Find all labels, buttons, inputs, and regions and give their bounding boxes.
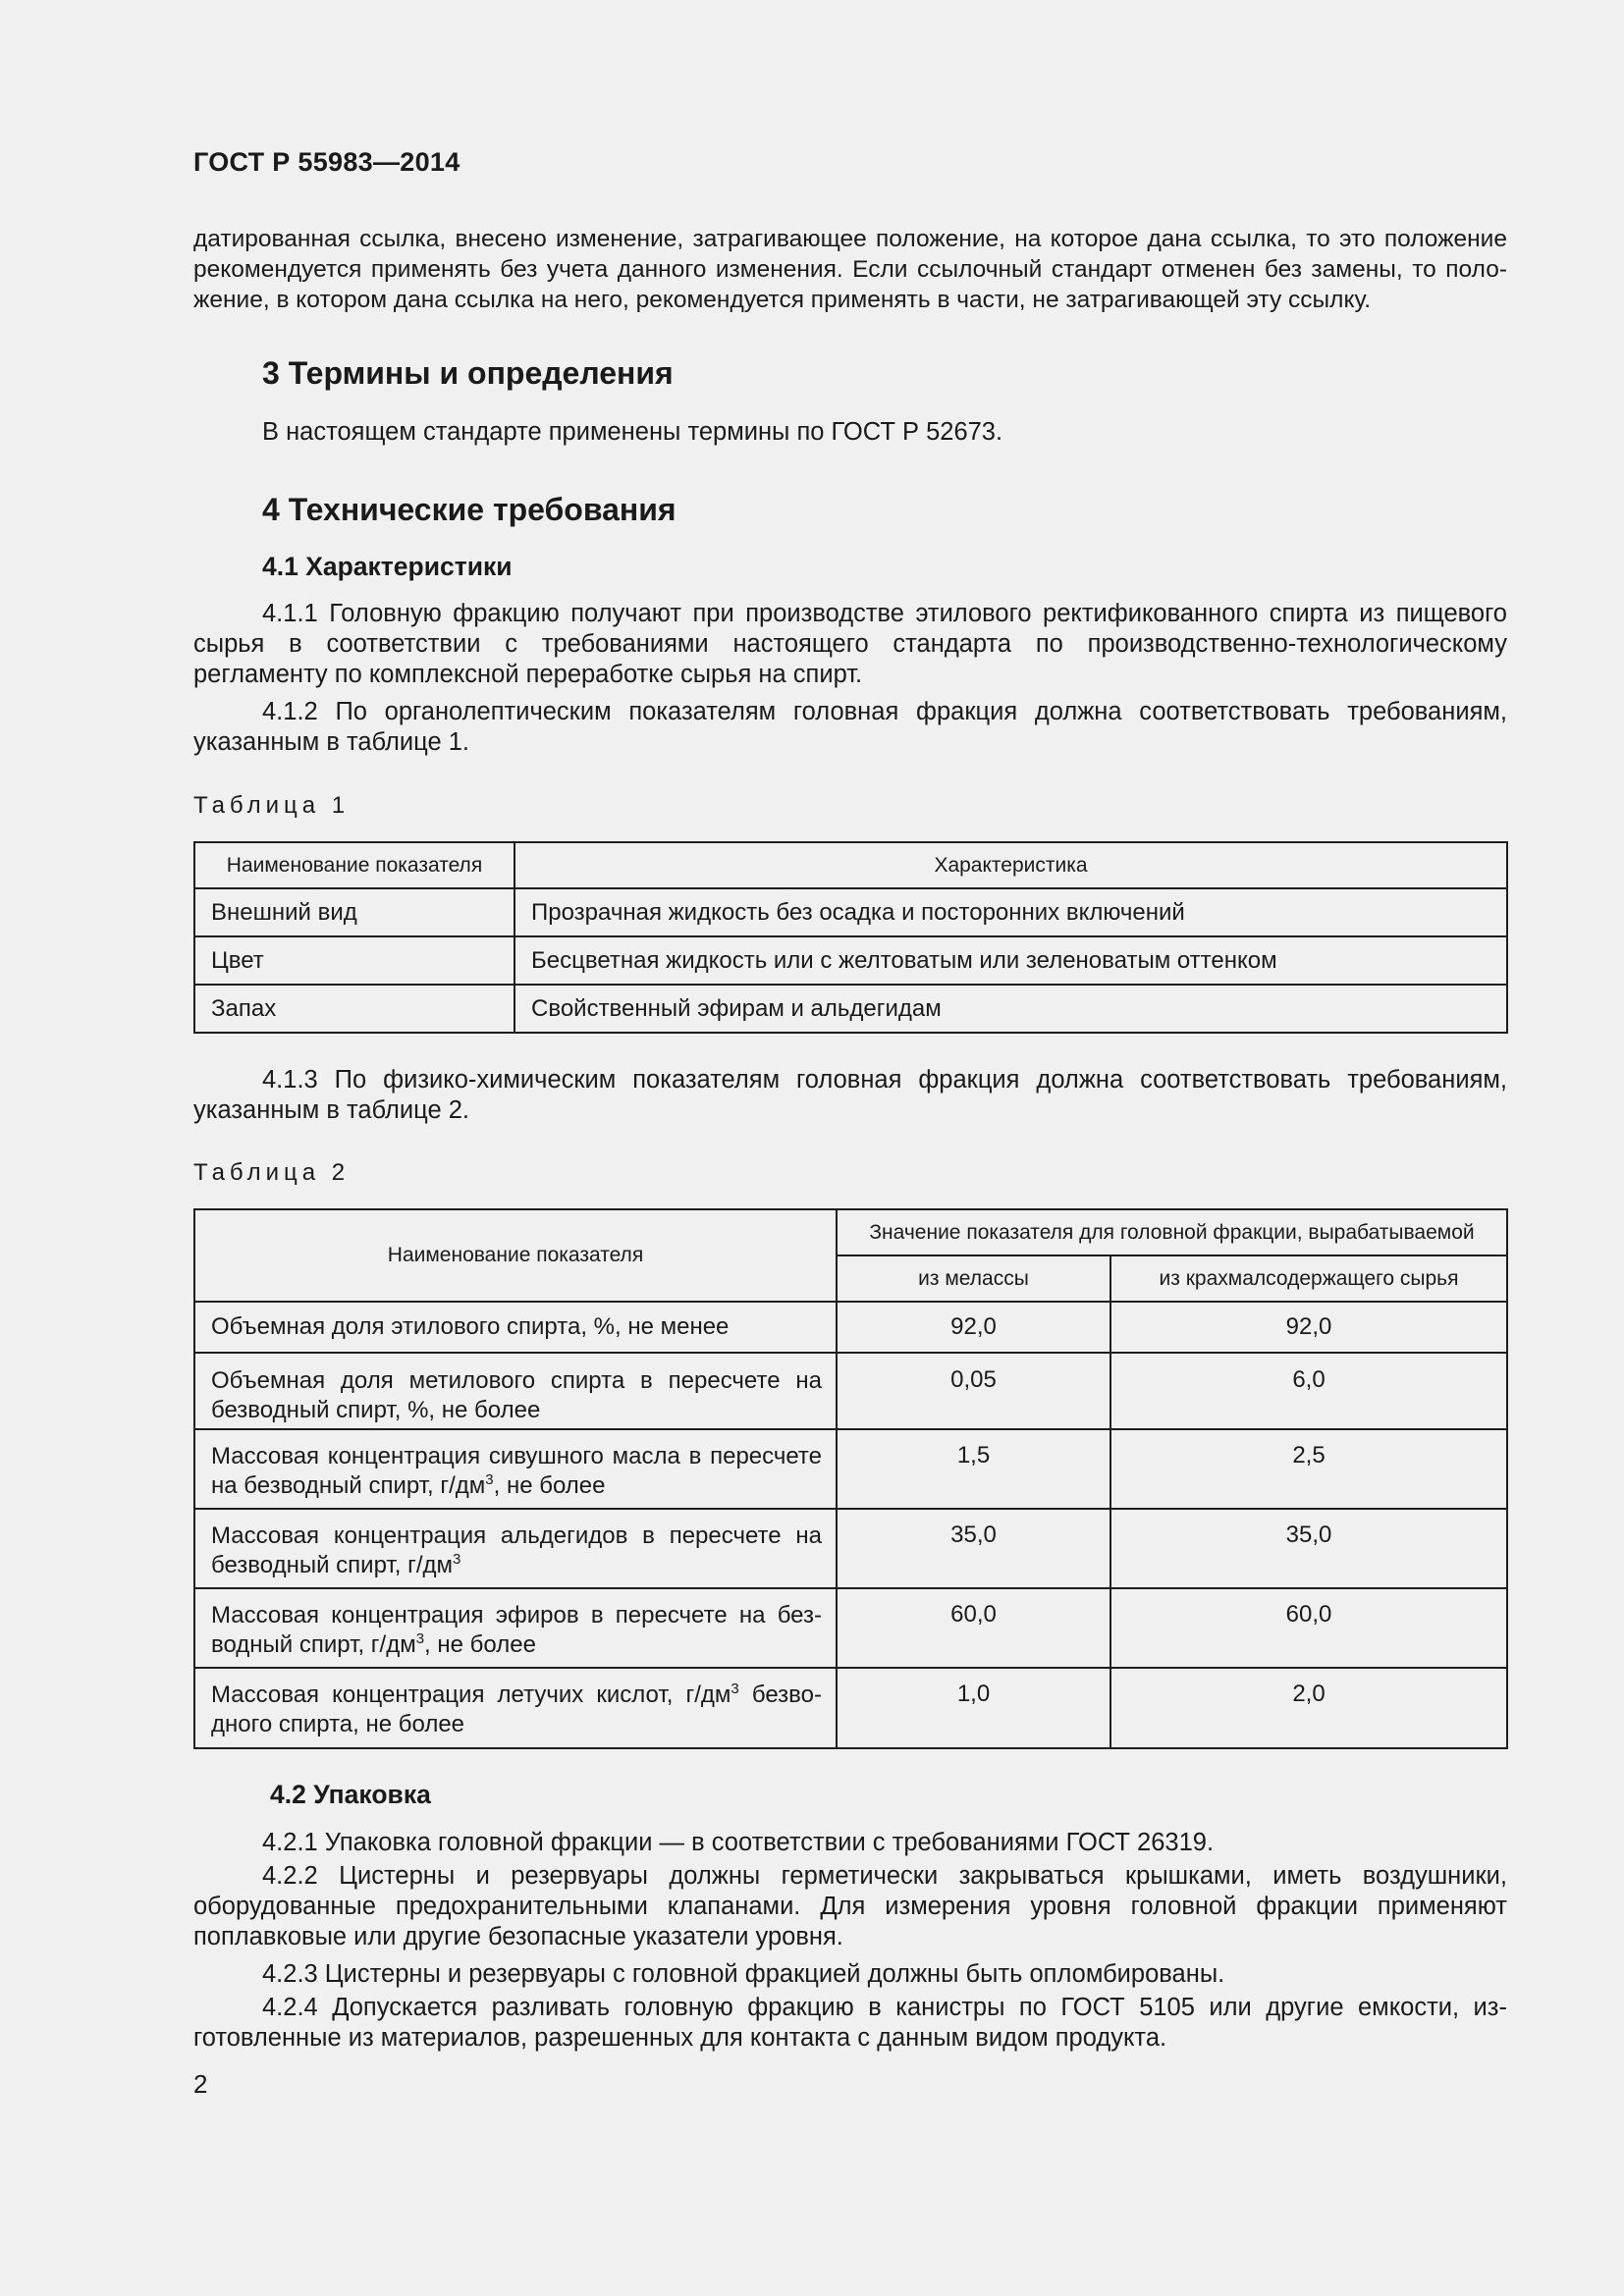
intro-paragraph: датированная ссылка, внесено изменение, затрагивающее положение, на которое дана ссылка, то это положение рекомендуется применять без учета данного изменения. Если ссылочный стандарт отменен без замены, то положение, в котором дана ссылка на него, рекомендуется применять в части, не затрагивающей эту ссылку. bbox=[193, 226, 1507, 313]
name-text-tail: , не более bbox=[424, 1631, 536, 1658]
table-row bbox=[194, 1429, 1507, 1509]
table-2-value-cell: 2,5 bbox=[1110, 1429, 1507, 1509]
table-1-cell: Прозрачная жидкость без осадка и посторонних включений bbox=[514, 888, 1507, 936]
table-1-header-characteristic: Характеристика bbox=[514, 842, 1507, 888]
subsection-4-2-title: 4.2 Упаковка bbox=[270, 1780, 431, 1809]
table-1-cell: Запах bbox=[194, 985, 514, 1033]
paragraph-4-2-3: 4.2.3 Цистерны и резервуары с головной фракцией должны быть опломбированы. bbox=[262, 1960, 1225, 1988]
table-2-caption: Таблица 2 bbox=[193, 1159, 351, 1186]
subsection-4-1-title: 4.1 Характеристики bbox=[262, 552, 513, 581]
table-1-cell: Свойственный эфирам и альдегидам bbox=[514, 985, 1507, 1033]
table-2-value-cell: 35,0 bbox=[837, 1509, 1110, 1588]
table-1-cell: Внешний вид bbox=[194, 888, 514, 936]
table-2-value-cell: 1,0 bbox=[837, 1668, 1110, 1748]
unit-superscript: 3 bbox=[485, 1471, 494, 1488]
table-row bbox=[194, 1353, 1507, 1429]
page-number: 2 bbox=[193, 2069, 208, 2099]
section-4-title: 4 Технические требования bbox=[262, 492, 677, 527]
table-1-cell: Бесцветная жидкость или с желтоватым или зеленоватым оттенком bbox=[514, 936, 1507, 985]
table-1-caption: Таблица 1 bbox=[193, 792, 351, 819]
unit-superscript: 3 bbox=[415, 1630, 425, 1647]
table-2-name-cell bbox=[194, 1668, 837, 1748]
name-text: Массовая концентрация альдегидов в пересчете на безводный спирт, г/дм bbox=[211, 1522, 822, 1578]
table-2-name-cell bbox=[194, 1588, 837, 1668]
paragraph-4-2-4: 4.2.4 Допускается разливать головную фракцию в канистры по ГОСТ 5105 или другие емкости, изготовленные из материалов, разрешенных для контакта с данным видом продукта. bbox=[193, 1994, 1507, 2052]
table-1-header-row bbox=[194, 842, 1507, 888]
name-text: Массовая концентрация летучих кислот, г/дм bbox=[211, 1682, 731, 1708]
name-text-tail: , не более bbox=[493, 1472, 606, 1499]
unit-superscript: 3 bbox=[731, 1681, 739, 1697]
paragraph-4-1-1: 4.1.1 Головную фракцию получают при производстве этилового ректификованного спирта из пищевого сырья в соответствии с требованиями настоящего стандарта по производственно-технологическому регламенту по комплексной переработке сырья на спирт. bbox=[193, 600, 1507, 688]
table-1-header-name: Наименование показателя bbox=[194, 842, 514, 888]
table-2-header-name: Наименование показателя bbox=[194, 1209, 837, 1302]
table-row bbox=[194, 1302, 1507, 1353]
section-3-text: В настоящем стандарте применены термины по ГОСТ Р 52673. bbox=[262, 418, 1003, 446]
name-text-tail: безводного спирта, не более bbox=[211, 1682, 822, 1737]
table-2-value-cell: 35,0 bbox=[1110, 1509, 1507, 1588]
table-2-value-cell: 1,5 bbox=[837, 1429, 1110, 1509]
table-2-value-cell: 0,05 bbox=[837, 1353, 1110, 1429]
table-row bbox=[194, 888, 1507, 936]
table-1 bbox=[193, 841, 1508, 1034]
table-2-name-cell: Объемная доля этилового спирта, %, не менее bbox=[194, 1302, 837, 1353]
table-1-cell: Цвет bbox=[194, 936, 514, 985]
table-2-value-cell: 60,0 bbox=[837, 1588, 1110, 1668]
table-2-value-cell: 2,0 bbox=[1110, 1668, 1507, 1748]
table-row bbox=[194, 936, 1507, 985]
table-2-header-molasses: из мелассы bbox=[837, 1255, 1110, 1302]
table-2-value-cell: 6,0 bbox=[1110, 1353, 1507, 1429]
table-2-value-cell: 92,0 bbox=[837, 1302, 1110, 1353]
table-2-header-row bbox=[194, 1209, 1507, 1255]
table-row bbox=[194, 985, 1507, 1033]
table-row bbox=[194, 1668, 1507, 1748]
table-2-name-cell bbox=[194, 1509, 837, 1588]
table-2-name-cell bbox=[194, 1429, 837, 1509]
paragraph-4-2-2: 4.2.2 Цистерны и резервуары должны герметически закрываться крышками, иметь воздушники, оборудованные предохранительными клапанами. Для измерения уровня головной фракции применяют поплавковые или другие безопасные указатели уровня. bbox=[193, 1862, 1507, 1950]
table-2 bbox=[193, 1208, 1508, 1749]
paragraph-4-2-1: 4.2.1 Упаковка головной фракции — в соответствии с требованиями ГОСТ 26319. bbox=[262, 1829, 1215, 1856]
table-row bbox=[194, 1509, 1507, 1588]
unit-superscript: 3 bbox=[453, 1551, 461, 1568]
document-code: ГОСТ Р 55983—2014 bbox=[193, 147, 460, 177]
table-2-name-cell: Объемная доля метилового спирта в пересчете на безводный спирт, %, не более bbox=[194, 1353, 837, 1429]
section-3-title: 3 Термины и определения bbox=[262, 355, 674, 391]
name-text: Массовая концентрация эфиров в пересчете на безводный спирт, г/дм bbox=[211, 1602, 822, 1658]
paragraph-4-1-3: 4.1.3 По физико-химическим показателям головная фракция должна соответствовать требованиям, указанным в таблице 2. bbox=[193, 1066, 1507, 1124]
name-text: Массовая концентрация сивушного масла в пересчете на безводный спирт, г/дм bbox=[211, 1443, 822, 1499]
table-2-header-group: Значение показателя для головной фракции, вырабатываемой bbox=[837, 1209, 1507, 1255]
paragraph-4-1-2: 4.1.2 По органолептическим показателям головная фракция должна соответствовать требованиям, указанным в таблице 1. bbox=[193, 698, 1507, 756]
table-2-header-starch: из крахмалсодержащего сырья bbox=[1110, 1255, 1507, 1302]
table-2-value-cell: 60,0 bbox=[1110, 1588, 1507, 1668]
table-row bbox=[194, 1588, 1507, 1668]
table-2-value-cell: 92,0 bbox=[1110, 1302, 1507, 1353]
